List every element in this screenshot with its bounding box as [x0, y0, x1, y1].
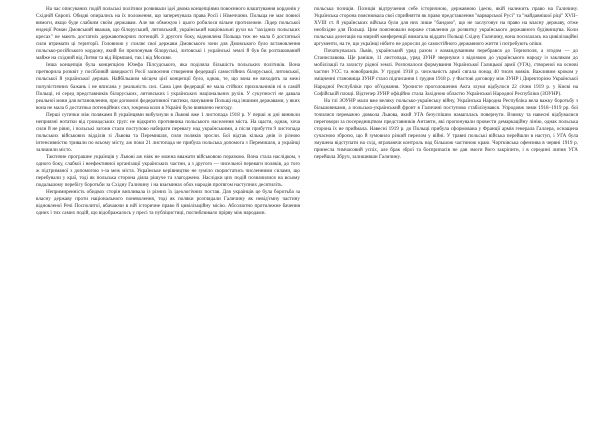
- left-column: [36, 6, 300, 424]
- paragraph: Непримиренність обидвох сторін випливала із різних їх ідеологічних постав. Для українців це була боротьба за власну державу проти національного поневолення, тоді як поляки розглядали Галичину як невід'ємну частину відновленої Речі Посполитої, вбачаючи в ній історичне право й цивілізаційну місію. Абсолютно протилежне бачення одних і тих самих подій, що відображалось у пресі та публіцистиці, поглиблювало прірву між народами.: [36, 189, 300, 217]
- paragraph: На час описуваних подій польські політики розвивали ідеї двома концепціями повоєнного влаштування кордонів у Східній Європі. Обидві опирались на їх положення, що заперечувала права Росії і Німеччини. Польща не має повної вимоги, якщо буде слабким своїм державам. Але ви обмежую і цього робилося вільне протилежне. Лідер польської ендеції Роман Дмовський вважав, що білоруський, литовський, український національні рухи на "західних польських кресах" не мають достатніх державотворчих потенцій. З другого боку, відновлена Польща теж не мала б достатньої сили втримати ці території. Головною у схиляє свої держави Дмовського зони для Дмовського було встановлення польсько-російського кордону, який би пропонував білоруські, литовські і українські землі й був би розташований майже на східний від Литви та від Вірмпані, так і від Москви.: [36, 6, 300, 62]
- paragraph: Тактичне програшне українців у Львові аж ніяк не можна вважати військовою поразкою. Вона стала наслідком, з одного боку, слабкої і неефективної організації українських частин, а з другого — чисельної переваги поляків, до того ж підтриманої з допомогою з-за меж міста. Українське керівництво не зуміло скористатись численними силами, що перебували у краї, тоді як польська сторона діяла рішуче та злагоджено. Наслідки цих подій позначилися на всьому подальшому перебігу боротьби за Східну Галичину і на взаєминах обох народів протягом наступних десятиліть.: [36, 153, 300, 189]
- right-column: [314, 6, 578, 424]
- paragraph: Перші сутички між поляками й українцями вибухнули в Львові вже 1 листопада 1918 р. У перші ж дні виникли неприязні нотатки від громадських груп: не відкрито противника польського населення міста. На щастя, однак, хоча сили й не рівні, і польські загони стали поступово набирати перевагу над українськими, а після прибуття 9 листопада польських військових відділів зі Львова та Перемишля, сили поляків зросли. Бої відтак кілька днів із різною інтенсивністю тривали по всьому місту, аж поки 21 листопада не прибула польська допомога з Перемишля, а українці залишили місто.: [36, 111, 300, 153]
- paragraph: Інша концепція була концепцією Юзефа Пілсудського, яка поділяла більшість польських політиків. Вона претворила розквіт у посібливій швидкості Росії засвоєння створення федерації самостійних білоруської, литовської, польської й української держав. Найбільшим місцем цієї концепції було, однак, те, що вона не виходить за межі популістичних бажань і не вписана у реальність сил. Сама ідея федерації не мала стійких прихильників ні в самій Польщі, ні серед представників білоруських, литовських і українських національних рухів. У сукупності не давала реальної мови для встановлення, при допомозі федеративної тактики, панування Польщі над іншими державами, у яких вона не мала б достатньо потенційних сил, зокрема коли в Україні було виявлено незгоду.: [36, 62, 300, 111]
- paragraph: Початкувалась Львів, український уряд разом з командуванням перебрався до Тернополя, а згодом — до Станиславова. Ще раніше, 11 листопада, уряд ЗУНР звернувся з відозвою до українського народу із закликом до мобілізації та захисту рідної землі. Розпочалося формування Української Галицької армії (УГА), створеної на основі частин УСС та новобранців. У грудні 1918 р. чисельність армії сягала понад 40 тисяч вояків. Важливим кроком у зміцненні становища ЗУНР стало підписання 1 грудня 1918 р. у Фастові договору між ЗУНР і Директорією Української Народної Республіки про об'єднання. Урочисте проголошення Акта злуки відбулося 22 січня 1919 р. у Києві на Софійській площі. Відтепер ЗУНР офіційно стала Західною областю Української Народної Республіки (ЗОУНР).: [314, 48, 578, 97]
- paragraph: польська позиція. Позиція відтручення себе історичною, державною ідеєю, якій належить право на Галичину. Українська сторона пояснювала свої сприйняття як право представлення "варварської Русі" та "найдавнішої ріці" XVII–XVIII ст. й українських війська були для них лише "бандою", що не заслуговує на право на власну державу, отже необхідне для Польщі. Цим пояснювали вороже ставлення до розвитку українського державного будівництва. Коли польська делегація на мирній конференції вимагала віддати Польщі Східну Галичину, вона посилалась на цивілізаційні аргументи, на те, що українці нібито не доросли до самостійного державного життя і потребують опіки.: [314, 6, 578, 48]
- paragraph: На тлі ЗОУНР мали вже велику польсько-українську війну, Українська Народна Республіка вела важку боротьбу з більшовиками, а польсько-український фронт в Галичині поступово стабілізувався. Упродовж зими 1918–1919 рр. бої точилися переважно довкола Львова, який УГА безуспішно намагалась повернути. Взимку та навесні відбувалися переговори за посередництвом представників Антанти, які пропонували провести демаркаційну лінію, однак польська сторона їх не приймала. Навесні 1919 р. до Польщі прибула сформована у Франції армія генерала Галлера, оснащена сучасною зброєю, що й зумовило різкий перелом у війні. У травні польські війська перейшли в наступ, і УГА була змушена відступати на схід, втрачаючи контроль над більшою частиною краю. Чортківська офензива в червні 1919 р. принесла тимчасовий успіх, але брак зброї та боєприпасів не дав змоги його закріпити, і в середині липня УГА перейшла Збруч, залишивши Галичину.: [314, 97, 578, 160]
